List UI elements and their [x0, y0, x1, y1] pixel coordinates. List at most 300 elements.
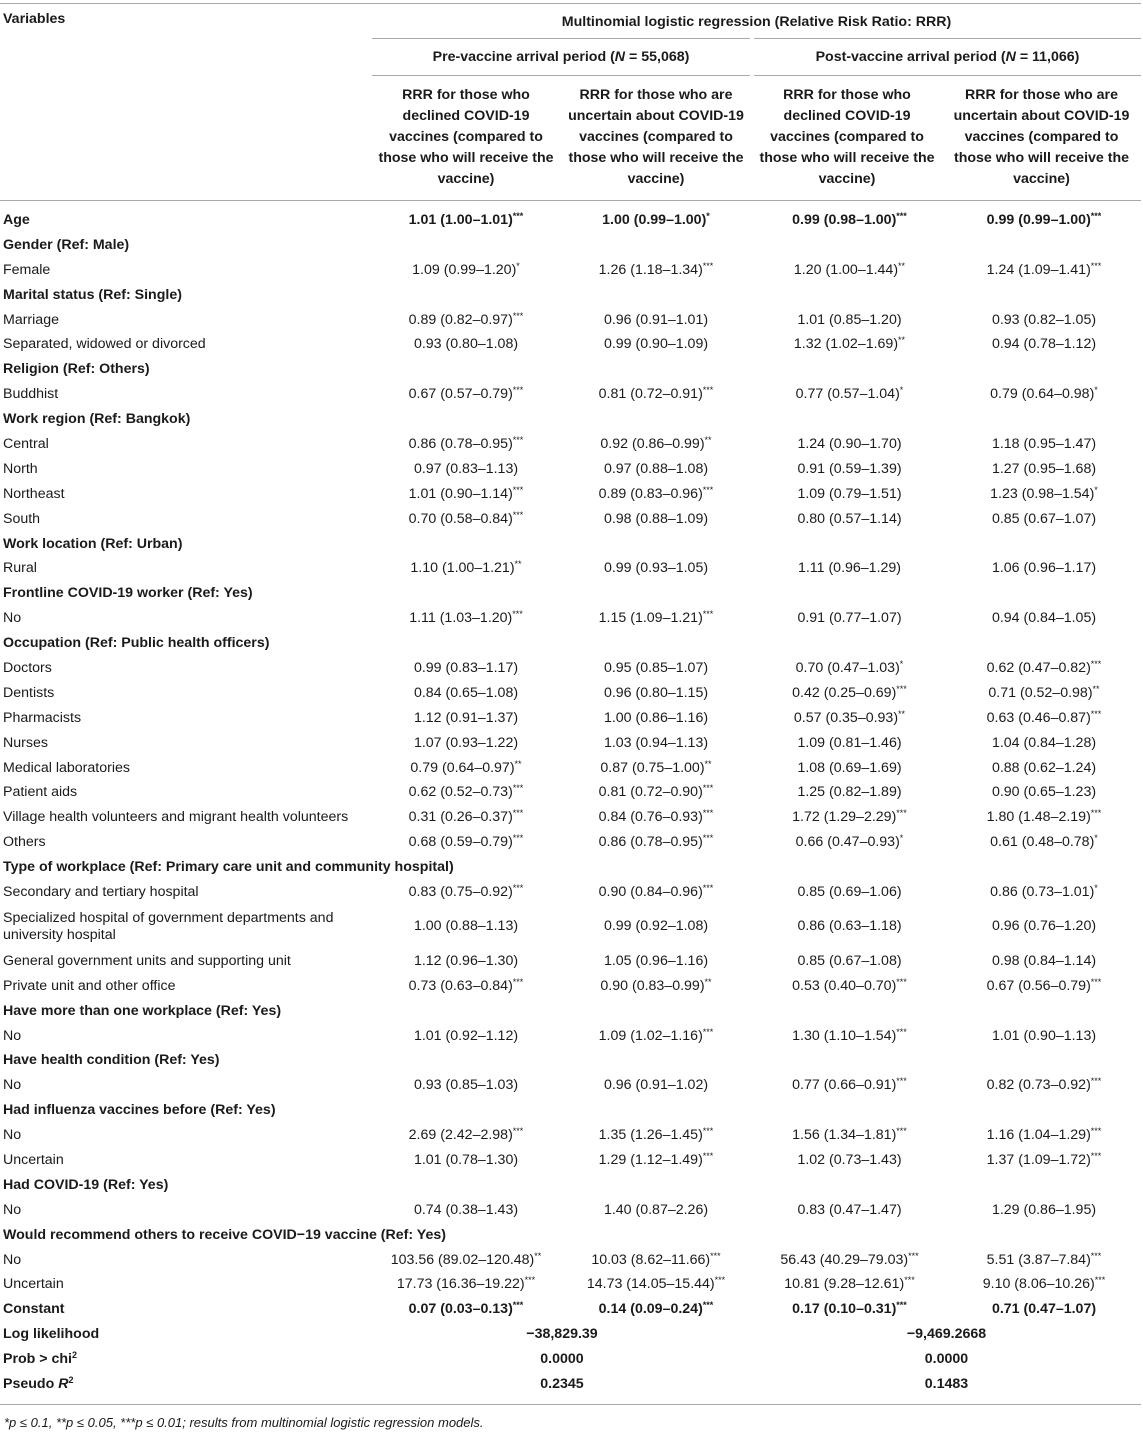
rrr-cell [752, 805, 942, 830]
rrr-cell [560, 1297, 752, 1322]
rrr-cell [560, 1073, 752, 1098]
rrr-value: 1.01 (0.90–1.14) [408, 485, 513, 502]
rrr-value: 1.56 (1.34–1.81) [792, 1127, 897, 1144]
rrr-value: 0.66 (0.47–0.93) [795, 834, 900, 851]
rrr-value: 0.74 (0.38–1.43) [413, 1201, 519, 1218]
category-row [0, 407, 1141, 432]
rrr-value: 1.11 (1.03–1.20) [409, 610, 513, 627]
rrr-cell [372, 507, 560, 532]
rrr-cell [372, 805, 560, 830]
table-row [0, 556, 1141, 581]
rrr-value: 0.71 (0.47–1.07) [991, 1301, 1097, 1318]
category-row [0, 233, 1141, 258]
rrr-value: 1.15 (1.09–1.21) [598, 610, 703, 627]
header-col-2: RRR for those who are uncertain about COVID-19 vaccines (compared to those who will receive the vaccine) [560, 75, 752, 200]
rrr-cell [942, 1273, 1141, 1298]
category-label: Frontline COVID-19 worker (Ref: Yes) [3, 585, 253, 602]
rrr-cell [752, 1297, 942, 1322]
significance-stars: ** [898, 260, 906, 271]
rrr-cell [372, 432, 560, 457]
rrr-cell [560, 606, 752, 631]
rrr-cell [372, 974, 560, 999]
category-label: Have more than one workplace (Ref: Yes) [3, 1002, 282, 1019]
table-row [0, 656, 1141, 681]
significance-stars: *** [512, 434, 524, 445]
rrr-value: 5.51 (3.87–7.84) [986, 1251, 1091, 1268]
rrr-cell [752, 681, 942, 706]
rrr-cell [752, 606, 942, 631]
significance-stars: * [1094, 484, 1098, 495]
category-label: Gender (Ref: Male) [3, 236, 130, 253]
significance-stars: ** [898, 335, 906, 346]
rrr-cell [942, 382, 1141, 407]
rrr-cell [942, 1024, 1141, 1049]
rrr-value: 0.67 (0.56–0.79) [986, 977, 1091, 994]
rrr-cell [372, 382, 560, 407]
rrr-cell [752, 258, 942, 283]
category-row [0, 1049, 1141, 1074]
rrr-cell [372, 1198, 560, 1223]
rrr-value: 0.85 (0.69–1.06) [797, 883, 902, 900]
rrr-value: 0.81 (0.72–0.91) [598, 386, 703, 403]
row-label: Age [3, 211, 30, 228]
significance-stars: ** [514, 559, 522, 570]
category-label: Work region (Ref: Bangkok) [3, 411, 191, 428]
significance-stars: ** [1092, 683, 1100, 694]
rrr-value: 1.09 (0.81–1.46) [797, 734, 902, 751]
rrr-cell [752, 382, 942, 407]
significance-stars: *** [1090, 1151, 1102, 1161]
significance-stars: *** [896, 1300, 907, 1311]
table-row [0, 681, 1141, 706]
row-label: Northeast [3, 485, 65, 502]
rrr-cell [942, 656, 1141, 681]
category-label: Type of workplace (Ref: Primary care unit and community hospital) [3, 859, 454, 876]
rrr-value: 0.61 (0.48–0.78) [990, 834, 1095, 851]
row-label: Central [3, 435, 49, 452]
rrr-value: 1.00 (0.88–1.13) [413, 918, 519, 935]
category-row [0, 631, 1141, 656]
significance-stars: ** [704, 976, 712, 987]
rrr-value: 0.67 (0.57–0.79) [408, 386, 513, 403]
rrr-value: 0.83 (0.75–0.92) [408, 883, 513, 900]
row-label: Buddhist [3, 386, 59, 403]
rrr-cell [752, 880, 942, 905]
row-label: Nurses [3, 734, 48, 751]
significance-stars: *** [702, 484, 714, 495]
table-row [0, 482, 1141, 507]
rrr-value: 0.79 (0.64–0.97) [410, 759, 515, 776]
significance-stars: *** [512, 1126, 524, 1137]
rrr-cell [752, 731, 942, 756]
row-label: Separated, widowed or divorced [3, 336, 206, 353]
rrr-value: 1.09 (1.02–1.16) [598, 1027, 703, 1044]
rrr-cell [560, 332, 752, 357]
row-label: Private unit and other office [3, 977, 176, 994]
rrr-value: 0.99 (0.90–1.09) [603, 336, 709, 353]
rrr-value: 1.01 (1.00–1.01) [408, 211, 513, 228]
significance-stars: * [899, 658, 904, 669]
rrr-value: 17.73 (16.36–19.22) [396, 1276, 525, 1293]
table-row [0, 780, 1141, 805]
significance-stars: ** [534, 1250, 542, 1261]
row-label: Constant [3, 1301, 65, 1318]
rrr-value: 0.83 (0.47–1.47) [797, 1201, 902, 1218]
rrr-value: 14.73 (14.05–15.44) [586, 1276, 715, 1293]
rrr-value: 1.08 (0.69–1.69) [797, 759, 902, 776]
rrr-cell [942, 681, 1141, 706]
rrr-cell [752, 949, 942, 974]
rrr-cell [372, 1248, 560, 1273]
rrr-value: 0.90 (0.84–0.96) [598, 883, 703, 900]
table-row [0, 258, 1141, 283]
category-row [0, 283, 1141, 308]
category-label: Religion (Ref: Others) [3, 361, 150, 378]
rrr-value: 0.86 (0.78–0.95) [408, 435, 513, 452]
rrr-cell [942, 606, 1141, 631]
rrr-cell [942, 731, 1141, 756]
rrr-cell [560, 1273, 752, 1298]
rrr-cell [560, 706, 752, 731]
significance-stars: *** [512, 609, 523, 620]
rrr-value: 0.86 (0.78–0.95) [598, 834, 703, 851]
category-row [0, 581, 1141, 606]
category-label: Would recommend others to receive COVID−19 vaccine (Ref: Yes) [3, 1226, 446, 1243]
table-row [0, 974, 1141, 999]
rrr-value: 1.00 (0.86–1.16) [603, 709, 709, 726]
row-label: Uncertain [3, 1152, 64, 1168]
rrr-value: 0.93 (0.85–1.03) [413, 1077, 519, 1094]
rrr-cell [372, 1148, 560, 1173]
header-post-period: Post-vaccine arrival period (N = 11,066) [752, 38, 1141, 75]
stat-row-pseudo-r2: Pseudo $R^2$ 0.2345 0.1483 [3, 1375, 969, 1393]
significance-stars: *** [1090, 1126, 1102, 1137]
rrr-cell [942, 1297, 1141, 1322]
rrr-value: 0.85 (0.67–1.07) [991, 510, 1097, 527]
significance-stars: * [516, 260, 520, 271]
rrr-value: 0.85 (0.67–1.08) [797, 952, 902, 969]
rrr-value: 1.01 (0.92–1.12) [413, 1027, 519, 1044]
rrr-cell [372, 830, 560, 855]
table-row [0, 880, 1141, 905]
table-row [0, 208, 1141, 233]
significance-stars: *** [1094, 1275, 1106, 1286]
rrr-value: 1.12 (0.91–1.37) [413, 709, 519, 726]
rrr-cell [560, 880, 752, 905]
rrr-cell [560, 974, 752, 999]
table-row [0, 382, 1141, 407]
row-label: Medical laboratories [3, 759, 130, 776]
rrr-value: 0.96 (0.91–1.01) [603, 311, 709, 328]
rrr-value: 0.99 (0.99–1.00) [986, 211, 1091, 228]
category-label: Had COVID-19 (Ref: Yes) [3, 1176, 169, 1193]
rrr-cell [942, 1073, 1141, 1098]
rrr-cell [560, 308, 752, 333]
rrr-cell [560, 382, 752, 407]
significance-stars: *** [512, 210, 524, 221]
rrr-cell [372, 656, 560, 681]
rrr-value: 1.09 (0.99–1.20) [412, 261, 517, 278]
row-label: Patient aids [3, 784, 78, 801]
rrr-value: 1.80 (1.48–2.19) [986, 809, 1091, 826]
table-row [0, 706, 1141, 731]
rrr-value: 0.86 (0.73–1.01) [990, 883, 1095, 900]
significance-stars: *** [512, 833, 524, 844]
rrr-value: 0.98 (0.88–1.09) [603, 510, 709, 527]
rrr-cell [372, 332, 560, 357]
significance-stars: *** [1090, 260, 1102, 271]
table-row [0, 830, 1141, 855]
rrr-value: 1.29 (0.86–1.95) [991, 1201, 1097, 1218]
significance-stars: *** [512, 385, 524, 396]
table-row [0, 606, 1141, 631]
table-row [0, 756, 1141, 781]
rrr-cell [560, 457, 752, 482]
rrr-cell [560, 1198, 752, 1223]
table-body [0, 208, 1141, 1322]
category-label: Had influenza vaccines before (Ref: Yes) [3, 1102, 276, 1119]
table-row [0, 432, 1141, 457]
rrr-value: 0.88 (0.62–1.24) [991, 759, 1097, 776]
rrr-value: 0.90 (0.65–1.23) [991, 784, 1097, 801]
significance-stars: *** [1090, 210, 1102, 221]
table-row [0, 1123, 1141, 1148]
rrr-cell [942, 1198, 1141, 1223]
significance-stars: *** [512, 310, 524, 321]
rrr-value: 1.10 (1.00–1.21) [410, 560, 515, 577]
rrr-cell [372, 731, 560, 756]
rrr-cell [752, 482, 942, 507]
rrr-value: 0.57 (0.35–0.93) [793, 709, 899, 726]
rrr-value: 0.94 (0.78–1.12) [991, 336, 1097, 353]
significance-stars: *** [896, 210, 907, 221]
significance-stars: * [1094, 385, 1098, 396]
rrr-cell [560, 258, 752, 283]
rrr-value: 0.91 (0.59–1.39) [797, 460, 902, 477]
significance-stars: *** [1090, 1076, 1102, 1087]
row-label: Doctors [3, 659, 52, 676]
rrr-cell [942, 1248, 1141, 1273]
rrr-value: 1.07 (0.93–1.22) [413, 734, 519, 751]
significance-stars: *** [702, 882, 714, 893]
table-row [0, 1024, 1141, 1049]
rrr-value: 0.91 (0.77–1.07) [797, 610, 902, 627]
rrr-cell [372, 880, 560, 905]
table-row [0, 1073, 1141, 1098]
rrr-cell [942, 258, 1141, 283]
rrr-cell [752, 905, 942, 949]
row-label: No [3, 1027, 22, 1044]
category-row [0, 1223, 1141, 1248]
header-model-title: Multinomial logistic regression (Relative Risk Ratio: RRR) [372, 3, 1141, 38]
significance-stars: *** [512, 882, 524, 893]
rrr-value: 1.05 (0.96–1.16) [603, 952, 709, 969]
row-label: Rural [3, 560, 37, 577]
table-row [0, 1273, 1141, 1298]
significance-stars: *** [904, 1275, 915, 1286]
rrr-value: 1.24 (0.90–1.70) [797, 435, 902, 452]
rrr-cell [752, 1248, 942, 1273]
significance-stars: *** [702, 1026, 714, 1037]
row-label: Secondary and tertiary hospital [3, 883, 199, 900]
rrr-cell [942, 974, 1141, 999]
rrr-cell [752, 974, 942, 999]
rrr-cell [942, 332, 1141, 357]
rrr-cell [942, 457, 1141, 482]
rrr-value: 0.42 (0.25–0.69) [792, 684, 897, 701]
rrr-value: 1.25 (0.82–1.89) [797, 784, 902, 801]
rrr-value: 1.24 (1.09–1.41) [986, 261, 1091, 278]
category-row [0, 532, 1141, 557]
rrr-cell [372, 1297, 560, 1322]
rrr-cell [560, 830, 752, 855]
row-label: No [3, 1251, 22, 1268]
significance-stars: *** [512, 484, 524, 495]
rrr-value: 0.97 (0.88–1.08) [603, 460, 709, 477]
rrr-value: 1.02 (0.73–1.43) [797, 1152, 902, 1168]
footnote-rule [0, 1404, 1141, 1405]
significance-stars: *** [1090, 658, 1102, 669]
category-label: Marital status (Ref: Single) [3, 286, 182, 303]
rrr-value: 1.03 (0.94–1.13) [603, 734, 709, 751]
rrr-value: 0.70 (0.47–1.03) [795, 659, 900, 676]
rrr-value: 1.01 (0.90–1.13) [991, 1027, 1097, 1044]
header-col-4: RRR for those who are uncertain about COVID-19 vaccines (compared to those who will receive the vaccine) [942, 75, 1141, 200]
rrr-value: 1.20 (1.00–1.44) [793, 261, 899, 278]
category-row [0, 1173, 1141, 1198]
significance-stars: *** [896, 683, 907, 694]
rrr-value: 0.80 (0.57–1.14) [797, 510, 902, 527]
rrr-cell [560, 756, 752, 781]
rrr-value: 0.84 (0.65–1.08) [413, 684, 519, 701]
rrr-cell [752, 507, 942, 532]
rrr-cell [372, 482, 560, 507]
rrr-cell [372, 1073, 560, 1098]
category-row [0, 357, 1141, 382]
rrr-cell [372, 457, 560, 482]
rrr-value: 0.98 (0.84–1.14) [991, 952, 1097, 969]
rrr-value: 0.99 (0.92–1.08) [603, 918, 709, 935]
rrr-value: 0.89 (0.83–0.96) [598, 485, 703, 502]
rrr-cell [752, 1024, 942, 1049]
rrr-cell [752, 1073, 942, 1098]
rrr-value: 0.93 (0.80–1.08) [413, 336, 519, 353]
rrr-cell [942, 949, 1141, 974]
significance-stars: ** [514, 758, 522, 769]
rrr-cell [372, 258, 560, 283]
rrr-value: 1.01 (0.85–1.20) [797, 311, 902, 328]
rrr-cell [372, 1024, 560, 1049]
rrr-value: 0.93 (0.82–1.05) [991, 311, 1097, 328]
significance-stars: *** [702, 833, 714, 844]
rrr-cell [752, 332, 942, 357]
significance-stars: * [899, 385, 904, 396]
rrr-value: 0.14 (0.09–0.24) [598, 1301, 703, 1318]
rrr-value: 1.12 (0.96–1.30) [413, 952, 519, 969]
row-label: No [3, 1201, 22, 1218]
significance-stars: * [1094, 833, 1098, 844]
significance-stars: * [899, 833, 904, 844]
rrr-value: 0.63 (0.46–0.87) [986, 709, 1091, 726]
rrr-value: 0.62 (0.47–0.82) [986, 659, 1091, 676]
significance-stars: * [1094, 882, 1098, 893]
rrr-cell [372, 1273, 560, 1298]
rrr-cell [372, 706, 560, 731]
table-row [0, 308, 1141, 333]
significance-stars: *** [896, 1026, 907, 1037]
rrr-value: 1.35 (1.26–1.45) [598, 1127, 703, 1144]
rrr-value: 1.29 (1.12–1.49) [598, 1152, 703, 1168]
significance-stars: *** [714, 1275, 726, 1286]
significance-stars: *** [702, 808, 714, 819]
rrr-cell [942, 905, 1141, 949]
row-label: Marriage [3, 311, 59, 328]
rrr-cell [372, 1123, 560, 1148]
significance-stars: *** [512, 1300, 524, 1311]
significance-stars: *** [1090, 1250, 1102, 1261]
rrr-value: 0.89 (0.82–0.97) [408, 311, 513, 328]
rrr-cell [372, 756, 560, 781]
category-label: Occupation (Ref: Public health officers) [3, 635, 270, 652]
significance-stars: *** [702, 260, 714, 271]
significance-stars: *** [1090, 708, 1102, 719]
rrr-cell [372, 681, 560, 706]
model-stats [0, 1322, 1141, 1397]
rrr-value: 0.97 (0.83–1.13) [413, 460, 519, 477]
row-label: Dentists [3, 684, 55, 701]
rrr-value: 0.77 (0.57–1.04) [795, 386, 900, 403]
table-row [0, 949, 1141, 974]
rrr-cell [942, 208, 1141, 233]
rrr-cell [560, 1248, 752, 1273]
significance-stars: *** [512, 509, 524, 520]
row-label: North [3, 460, 38, 477]
significance-stars: *** [702, 1126, 714, 1137]
row-label: No [3, 1077, 22, 1094]
rrr-value: 0.73 (0.63–0.84) [408, 977, 513, 994]
rrr-value: 103.56 (89.02–120.48) [390, 1251, 535, 1268]
rrr-value: 0.86 (0.63–1.18) [797, 918, 902, 935]
rrr-value: 1.72 (1.29–2.29) [792, 809, 897, 826]
table-row [0, 1297, 1141, 1322]
row-label: No [3, 610, 22, 627]
row-label: General government units and supporting unit [3, 952, 291, 969]
header-col-3: RRR for those who declined COVID-19 vaccines (compared to those who will receive the vaccine) [752, 75, 942, 200]
rrr-cell [560, 208, 752, 233]
rrr-cell [752, 556, 942, 581]
table-row [0, 905, 1141, 949]
category-row [0, 855, 1141, 880]
regression-table [0, 3, 1141, 1397]
significance-stars: *** [512, 976, 524, 987]
significance-stars: *** [702, 783, 714, 794]
rrr-cell [752, 756, 942, 781]
rrr-cell [942, 1148, 1141, 1173]
rrr-value: 10.03 (8.62–11.66) [591, 1251, 711, 1268]
category-label: Work location (Ref: Urban) [3, 535, 183, 552]
rrr-value: 0.87 (0.75–1.00) [600, 759, 705, 776]
rrr-value: 1.11 (0.96–1.29) [797, 560, 902, 577]
rrr-cell [942, 482, 1141, 507]
row-label: Pharmacists [3, 709, 82, 726]
rrr-value: 1.01 (0.78–1.30) [413, 1152, 519, 1168]
rrr-value: 0.17 (0.10–0.31) [792, 1301, 897, 1318]
header-variables: Variables [0, 3, 372, 200]
rrr-cell [752, 432, 942, 457]
significance-stars: *** [702, 609, 714, 620]
rrr-value: 1.30 (1.10–1.54) [792, 1027, 897, 1044]
significance-stars: * [706, 210, 710, 221]
